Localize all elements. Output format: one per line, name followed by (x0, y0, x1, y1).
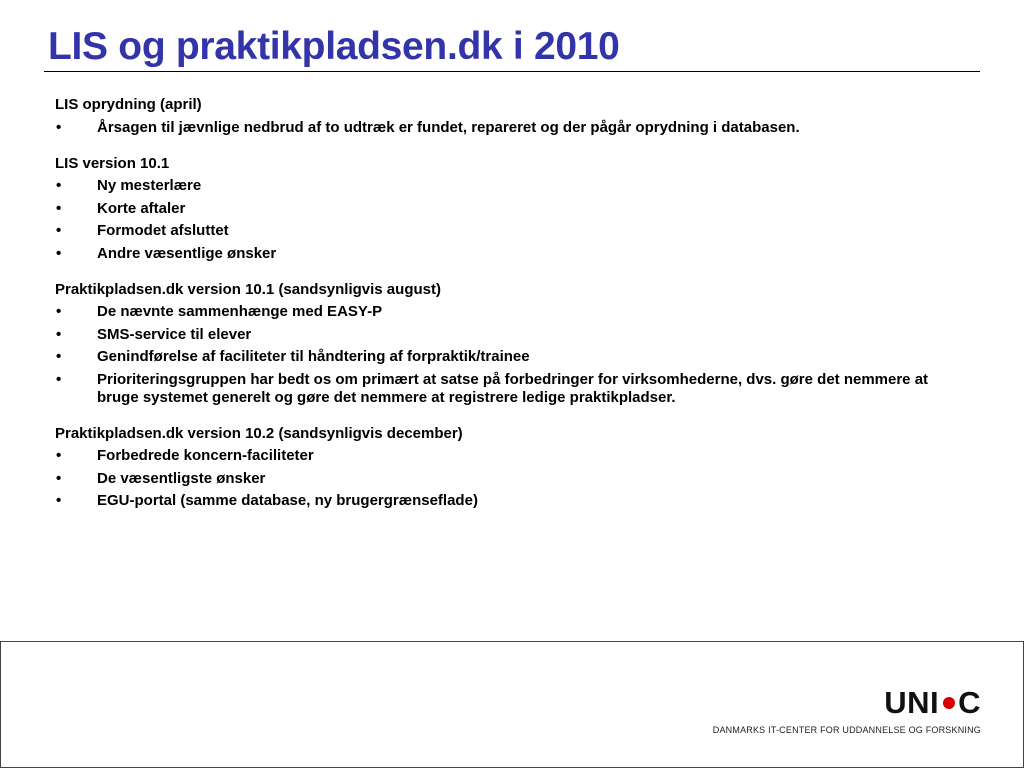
list-item-text: Ny mesterlære (97, 177, 202, 194)
list-item-text: De nævnte sammenhænge med EASY-P (97, 303, 383, 320)
list-item-text: Forbedrede koncern-faciliteter (97, 447, 314, 464)
bullet-icon: • (56, 348, 62, 365)
section (55, 425, 965, 511)
bullet-icon: • (56, 492, 62, 509)
list-item (55, 303, 965, 321)
list-item-text: Genindførelse af faciliteter til håndtering af forpraktik/trainee (97, 348, 530, 365)
logo-dot-icon (943, 697, 955, 709)
list-item-text: Korte aftaler (97, 199, 186, 217)
bullet-icon: • (56, 447, 62, 464)
section-heading: LIS oprydning (april) (55, 96, 202, 113)
logo-tagline: DANMARKS IT-CENTER FOR UDDANNELSE OG FORSKNING (712, 725, 981, 735)
list-item-text: Årsagen til jævnlige nedbrud af to udtræk er fundet, repareret og der pågår oprydning i databasen. (97, 118, 800, 136)
bullet-icon: • (56, 303, 62, 320)
bullet-icon: • (56, 118, 62, 136)
list-item (55, 222, 965, 240)
section-heading: Praktikpladsen.dk version 10.2 (sandsynligvis december) (55, 424, 463, 442)
list-item (55, 470, 965, 488)
bullet-list (55, 303, 965, 407)
bullet-icon: • (56, 199, 62, 217)
list-item-text: Andre væsentlige ønsker (97, 244, 277, 262)
list-item-text: EGU-portal (samme database, ny brugergrænseflade) (97, 492, 478, 509)
bullet-icon: • (56, 177, 62, 194)
bullet-icon: • (56, 370, 62, 388)
list-item (55, 200, 965, 218)
uni-c-logo (711, 686, 981, 736)
section (55, 281, 965, 407)
list-item (55, 447, 965, 465)
title-divider (44, 71, 980, 72)
list-item (55, 177, 965, 195)
list-item (55, 119, 965, 137)
list-item (55, 326, 965, 344)
list-item-text: Prioriteringsgruppen har bedt os om primært at satse på forbedringer for virksomhederne, dvs. gøre det nemmere at bruge systemet generelt og gøre det nemmere at registrere ledige praktikpladser. (97, 370, 929, 406)
bullet-list (55, 447, 965, 510)
bullet-icon: • (56, 325, 62, 343)
list-item (55, 348, 965, 366)
bullet-icon: • (56, 222, 62, 239)
list-item-text: Formodet afsluttet (97, 222, 229, 239)
section (55, 96, 965, 137)
bullet-icon: • (56, 244, 62, 262)
logo-text-uni: UNI (884, 685, 940, 720)
list-item (55, 492, 965, 510)
slide-content (55, 96, 965, 528)
bullet-icon: • (56, 469, 62, 487)
section-heading: LIS version 10.1 (55, 154, 170, 172)
list-item-text: SMS-service til elever (97, 325, 252, 343)
logo-text-c: C (958, 685, 981, 720)
bullet-list (55, 177, 965, 263)
logo-wordmark (884, 686, 981, 720)
list-item (55, 245, 965, 263)
slide-title: LIS og praktikpladsen.dk i 2010 (48, 25, 620, 68)
footer-band (0, 641, 1024, 768)
list-item (55, 371, 965, 407)
bullet-list (55, 119, 965, 137)
section-heading: Praktikpladsen.dk version 10.1 (sandsynligvis august) (55, 280, 441, 298)
list-item-text: De væsentligste ønsker (97, 469, 266, 487)
section (55, 155, 965, 263)
